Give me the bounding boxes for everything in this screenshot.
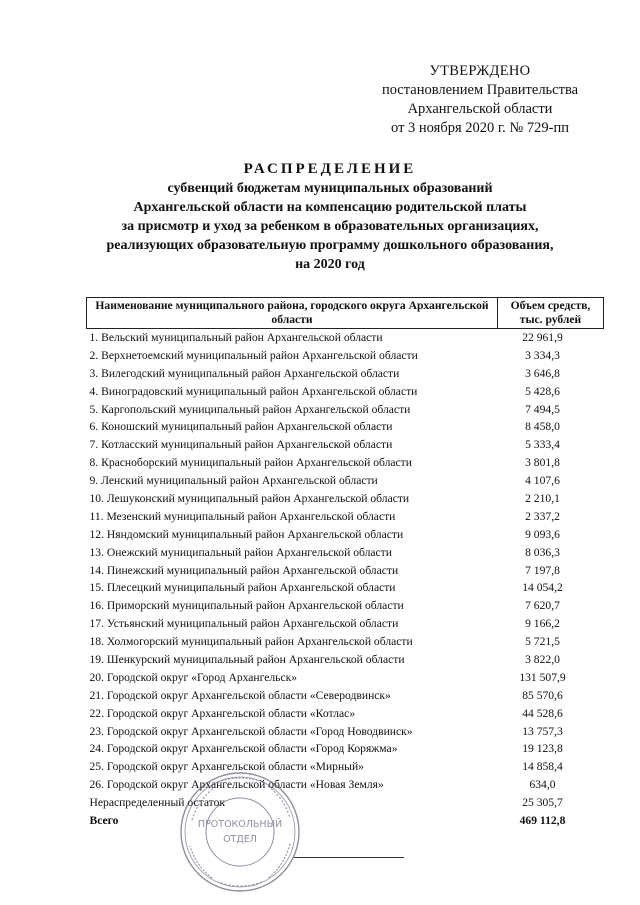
title-line-5: на 2020 год xyxy=(295,257,365,272)
table-row xyxy=(87,705,604,723)
table-row xyxy=(87,723,604,741)
row-value: 7 620,7 xyxy=(525,599,560,613)
table-body xyxy=(87,329,604,813)
row-value: 131 507,9 xyxy=(519,670,566,684)
title-word: РАСПРЕДЕЛЕНИЕ xyxy=(243,161,417,177)
table-row xyxy=(87,347,604,365)
row-value: 19 123,8 xyxy=(522,742,563,756)
table-header-row xyxy=(87,298,604,329)
column-header-name: Наименование муниципального района, городского округа Архангельской области xyxy=(87,298,498,329)
table-row xyxy=(87,383,604,401)
table-row xyxy=(87,758,604,776)
row-name: 16. Приморский муниципальный район Архангельской области xyxy=(89,599,404,613)
table-row xyxy=(87,669,604,687)
row-value: 8 458,0 xyxy=(525,420,560,434)
table-row xyxy=(87,633,604,651)
row-name: 19. Шенкурский муниципальный район Архангельской области xyxy=(89,652,405,666)
row-value: 9 166,2 xyxy=(525,617,560,631)
table-row xyxy=(87,365,604,383)
row-name: 15. Плесецкий муниципальный район Архангельской области xyxy=(89,581,396,595)
row-name: 14. Пинежский муниципальный район Архангельской области xyxy=(89,563,399,577)
title-line-2: Архангельской области на компенсацию родительской платы xyxy=(133,200,527,215)
table-row xyxy=(87,454,604,472)
row-value: 44 528,6 xyxy=(522,706,563,720)
title-line-1: субвенций бюджетам муниципальных образований xyxy=(167,181,493,196)
row-value: 8 036,3 xyxy=(525,545,560,559)
row-value: 4 107,6 xyxy=(525,474,560,488)
row-value: 2 337,2 xyxy=(525,509,560,523)
table-row xyxy=(87,794,604,812)
row-name: 20. Городской округ «Город Архангельск» xyxy=(89,670,298,684)
table-row xyxy=(87,436,604,454)
total-value: 469 112,8 xyxy=(519,813,566,827)
table-row xyxy=(87,579,604,597)
row-name: 4. Виноградовский муниципальный район Архангельской области xyxy=(89,384,418,398)
row-name: 24. Городской округ Архангельской области «Город Коряжма» xyxy=(89,742,398,756)
row-name: 13. Онежский муниципальный район Архангельской области xyxy=(89,545,392,559)
row-value: 634,0 xyxy=(529,778,556,792)
table-row xyxy=(87,687,604,705)
row-value: 9 093,6 xyxy=(525,527,560,541)
row-value: 14 054,2 xyxy=(522,581,563,595)
stamp-text-2: ОТДЕЛ xyxy=(223,834,257,845)
table-row xyxy=(87,329,604,347)
table-row xyxy=(87,401,604,419)
row-name: 6. Коношский муниципальный район Архангельской области xyxy=(89,420,393,434)
row-name: 25. Городской округ Архангельской области «Мирный» xyxy=(89,760,364,774)
table-row xyxy=(87,544,604,562)
row-name: 5. Каргопольский муниципальный район Архангельской области xyxy=(89,402,411,416)
row-value: 3 801,8 xyxy=(525,456,560,470)
official-stamp xyxy=(178,770,302,894)
row-name: 2. Верхнетоемский муниципальный район Архангельской области xyxy=(89,348,418,362)
row-value: 5 333,4 xyxy=(525,438,560,452)
table-row xyxy=(87,597,604,615)
row-value: 5 428,6 xyxy=(525,384,560,398)
row-name: 17. Устьянский муниципальный район Архангельской области xyxy=(89,617,399,631)
table-row xyxy=(87,508,604,526)
row-value: 22 961,9 xyxy=(522,330,563,344)
approval-line-1: постановлением Правительства xyxy=(381,82,579,98)
row-value: 7 197,8 xyxy=(525,563,560,577)
row-name: Нераспределенный остаток xyxy=(89,796,226,810)
approval-line-2: Архангельской области xyxy=(407,101,553,117)
row-value: 85 570,6 xyxy=(522,688,563,702)
row-value: 3 334,3 xyxy=(525,348,560,362)
row-value: 13 757,3 xyxy=(522,724,563,738)
row-value: 25 305,7 xyxy=(522,796,563,810)
table-row xyxy=(87,651,604,669)
column-header-value: Объем средств, тыс. рублей xyxy=(498,298,604,329)
row-name: 26. Городской округ Архангельской области «Новая Земля» xyxy=(89,778,384,792)
row-value: 5 721,5 xyxy=(525,635,560,649)
row-name: 23. Городской округ Архангельской области «Город Новодвинск» xyxy=(89,724,413,738)
row-value: 3 822,0 xyxy=(525,652,560,666)
table-row xyxy=(87,615,604,633)
table-row xyxy=(87,562,604,580)
total-row xyxy=(87,812,604,830)
title-line-3: за присмотр и уход за ребенком в образовательных организациях, xyxy=(121,219,539,234)
row-value: 7 494,5 xyxy=(525,402,560,416)
row-name: 18. Холмогорский муниципальный район Архангельской области xyxy=(89,635,413,649)
row-name: 8. Красноборский муниципальный район Архангельской области xyxy=(89,456,412,470)
row-name: 21. Городской округ Архангельской области «Северодвинск» xyxy=(89,688,391,702)
table-row xyxy=(87,776,604,794)
signature-line xyxy=(294,857,404,858)
row-name: 11. Мезенский муниципальный район Архангельской области xyxy=(89,509,396,523)
row-name: 7. Котласский муниципальный район Архангельской области xyxy=(89,438,393,452)
row-name: 9. Ленский муниципальный район Архангельской области xyxy=(89,474,378,488)
row-name: 12. Няндомский муниципальный район Архангельской области xyxy=(89,527,404,541)
table-row xyxy=(87,526,604,544)
row-value: 2 210,1 xyxy=(525,491,560,505)
stamp-text-1: ПРОТОКОЛЬНЫЙ xyxy=(197,819,283,830)
row-value: 14 858,4 xyxy=(522,760,563,774)
row-name: 10. Лешуконский муниципальный район Архангельской области xyxy=(89,491,410,505)
approval-line-3: от 3 ноября 2020 г. № 729-пп xyxy=(391,120,569,136)
row-value: 3 646,8 xyxy=(525,366,560,380)
approval-block xyxy=(360,62,600,138)
total-label: Всего xyxy=(89,813,119,827)
table-row xyxy=(87,740,604,758)
approval-heading: УТВЕРЖДЕНО xyxy=(429,63,531,79)
title-line-4: реализующих образовательную программу дошкольного образования, xyxy=(106,238,554,253)
table-row xyxy=(87,472,604,490)
table-row xyxy=(87,490,604,508)
row-name: 22. Городской округ Архангельской области «Котлас» xyxy=(89,706,356,720)
table-row xyxy=(87,418,604,436)
row-name: 3. Вилегодский муниципальный район Архангельской области xyxy=(89,366,400,380)
row-name: 1. Вельский муниципальный район Архангельской области xyxy=(89,330,383,344)
document-title xyxy=(70,160,590,274)
distribution-table xyxy=(86,297,604,830)
